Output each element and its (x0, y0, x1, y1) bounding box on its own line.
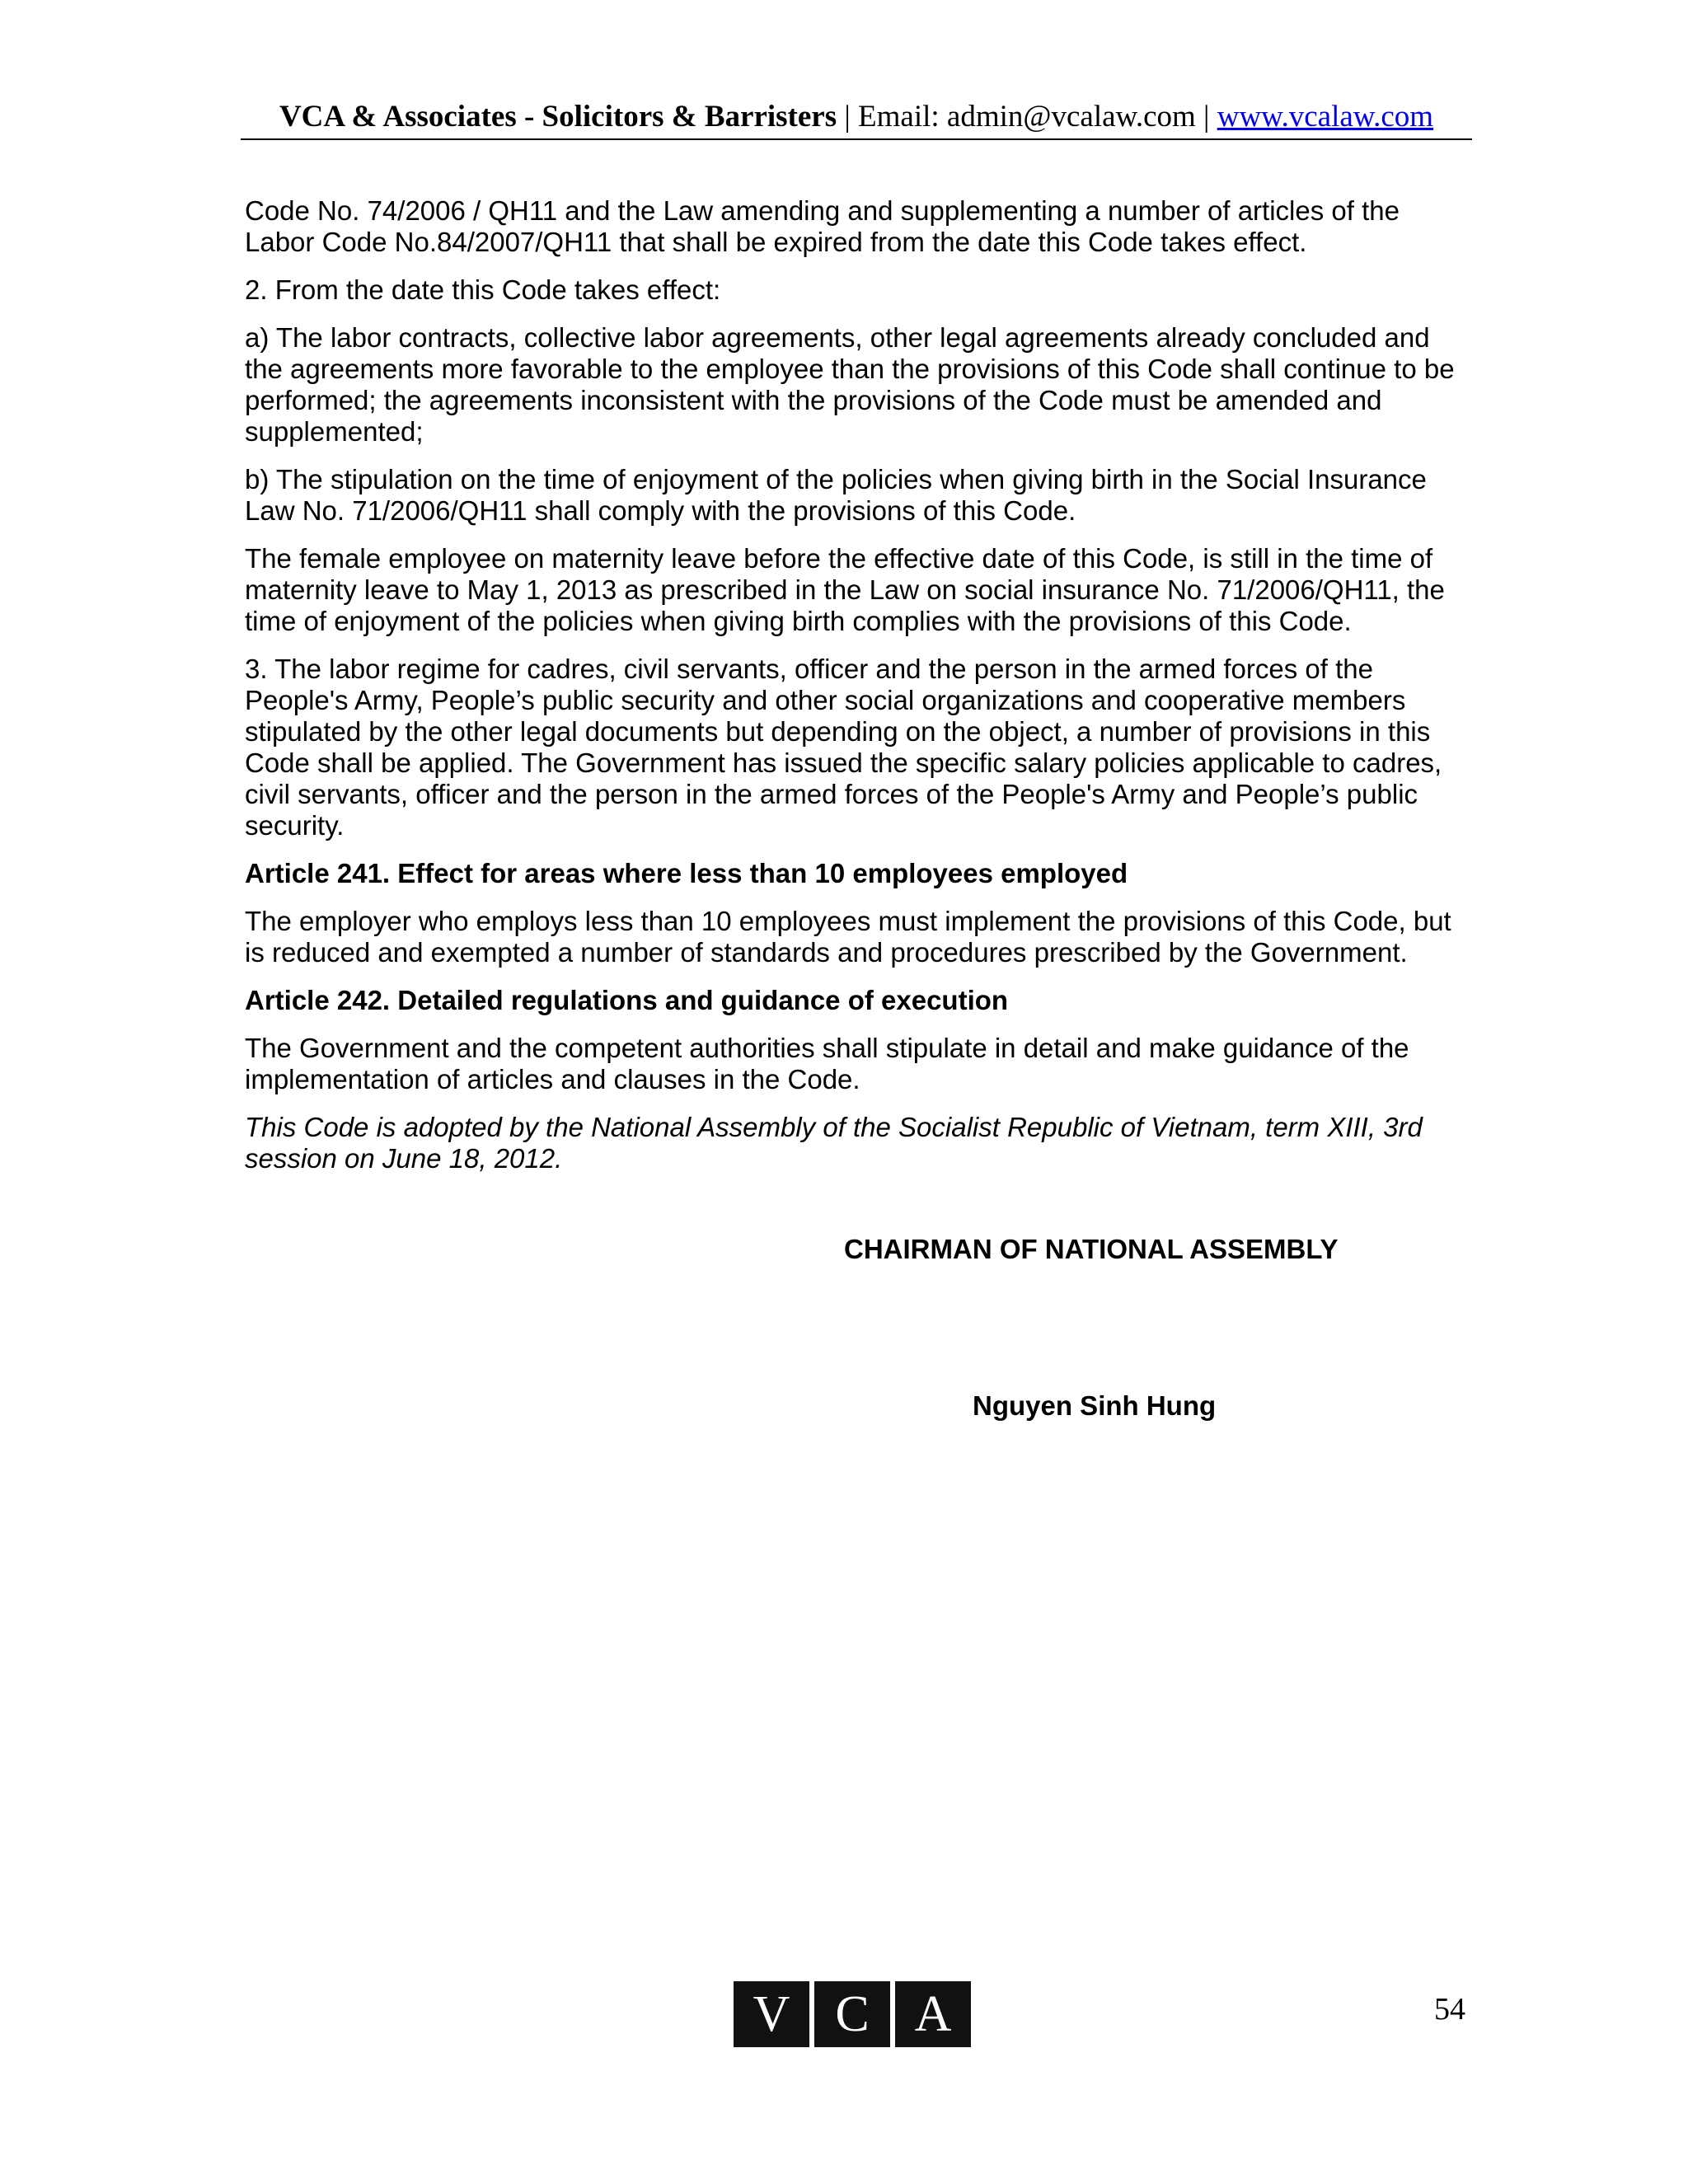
page-number: 54 (1434, 1992, 1465, 2027)
website-link[interactable]: www.vcalaw.com (1217, 100, 1434, 134)
paragraph-clause-2b: b) The stipulation on the time of enjoyment of the policies when giving birth in the Social Insurance Law No. 71/2006/QH11 shall comply with the provisions of this Code. (245, 464, 1427, 526)
paragraph-clause-3: 3. The labor regime for cadres, civil servants, officer and the person in the armed forces of the People's Army, People’s public security and other social organizations and cooperative members stipulated by the other legal documents but depending on the object, a number of provisions in this Code shall be applied. The Government has issued the specific salary policies applicable to cadres, civil servants, officer and the person in the armed forces of the People's Army and People’s public security. (245, 654, 1442, 841)
document-body (245, 195, 1465, 1191)
paragraph-repealed-codes: Code No. 74/2006 / QH11 and the Law amending and supplementing a number of articles of the Labor Code No.84/2007/QH11 that shall be expired from the date this Code takes effect. (245, 195, 1400, 257)
logo-letter: C (814, 1981, 890, 2047)
adoption-statement: This Code is adopted by the National Assembly of the Socialist Republic of Vietnam, term XIII, 3rd session on June 18, 2012. (245, 1112, 1423, 1174)
logo-letter: V (734, 1981, 809, 2047)
article-242-text: The Government and the competent authorities shall stipulate in detail and make guidance of the implementation of articles and clauses in the Code. (245, 1033, 1409, 1094)
article-241-text: The employer who employs less than 10 employees must implement the provisions of this Code, but is reduced and exempted a number of standards and procedures prescribed by the Government. (245, 906, 1451, 968)
header-separator: | (1195, 100, 1217, 134)
logo-letter: A (895, 1981, 971, 2047)
paragraph-clause-2: 2. From the date this Code takes effect: (245, 274, 721, 305)
header-email: Email: admin@vcalaw.com (858, 100, 1196, 134)
vca-logo (734, 1981, 971, 2047)
firm-name: VCA & Associates - Solicitors & Barristers (279, 100, 837, 134)
article-242-heading: Article 242. Detailed regulations and guidance of execution (245, 985, 1009, 1015)
paragraph-clause-2a: a) The labor contracts, collective labor agreements, other legal agreements already concluded and the agreements more favorable to the employee than the provisions of this Code shall continue to be performed; the agreements inconsistent with the provisions of the Code must be amended and supplemented; (245, 322, 1455, 447)
signatory-name: Nguyen Sinh Hung (973, 1390, 1217, 1421)
header-separator: | (837, 100, 859, 134)
signatory-title: CHAIRMAN OF NATIONAL ASSEMBLY (844, 1234, 1339, 1264)
article-241-heading: Article 241. Effect for areas where less than 10 employees employed (245, 858, 1128, 888)
paragraph-maternity-leave: The female employee on maternity leave before the effective date of this Code, is still in the time of maternity leave to May 1, 2013 as prescribed in the Law on social insurance No. 71/2006/QH11, the time of enjoyment of the policies when giving birth complies with the provisions of this Code. (245, 543, 1445, 636)
page-header (241, 96, 1472, 140)
